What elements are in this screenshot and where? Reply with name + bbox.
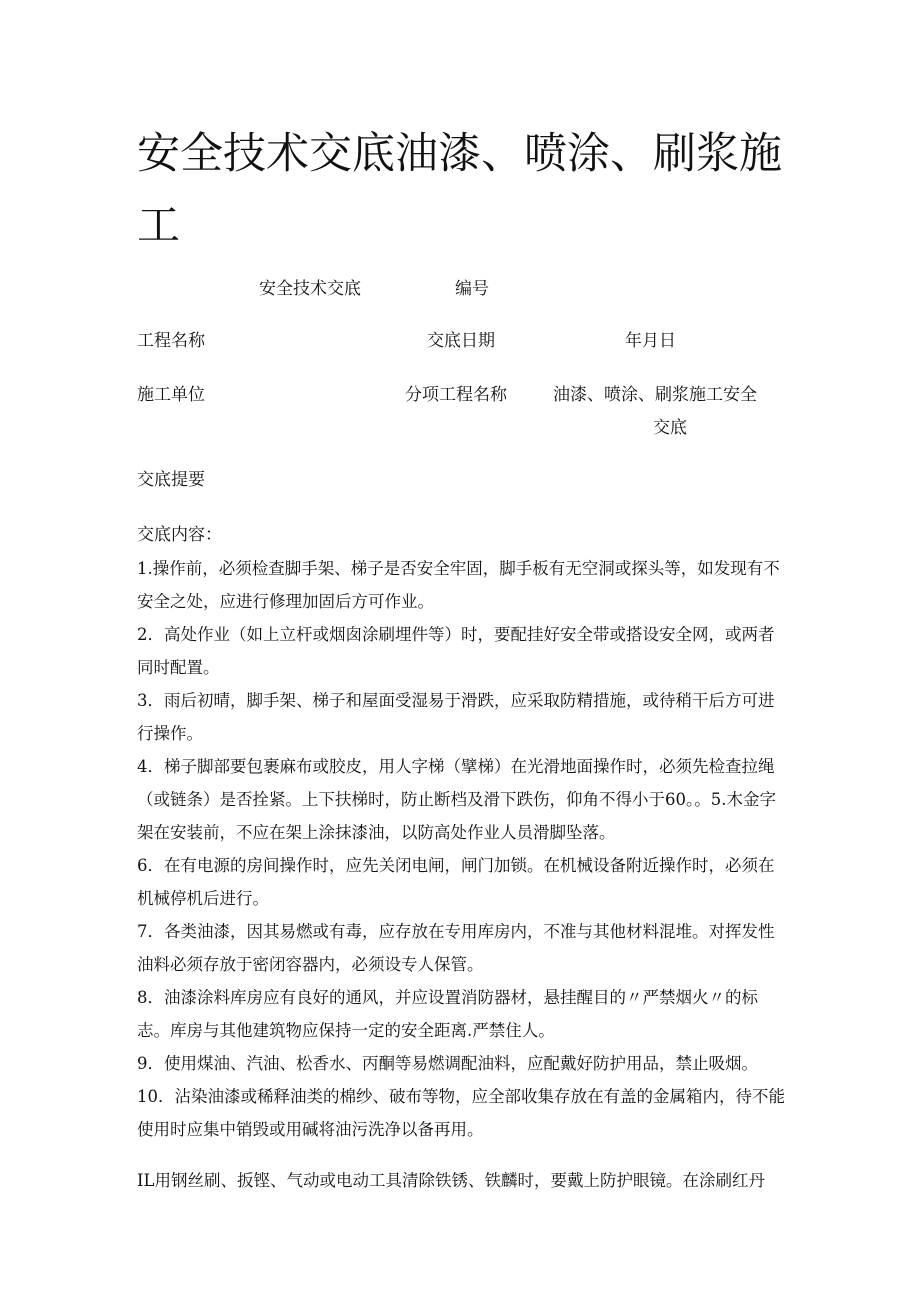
summary-label: 交底提要 (137, 470, 205, 490)
list-item: 8．油漆涂料库房应有良好的通风，并应设置消防器材，悬挂醒目的〃严禁烟火〃的标志。库房与其他建筑物应保持一定的安全距离.严禁住人。 (137, 988, 758, 1040)
list-item: 1.操作前，必须检查脚手架、梯子是否安全牢固，脚手板有无空洞或探头等，如发现有不安全之处，应进行修理加固后方可作业。 (137, 559, 780, 611)
list-item: 4．梯子脚部要包裹麻布或胶皮，用人字梯（擘梯）在光滑地面操作时，必须先检查拉绳（或链条）是否拴紧。上下扶梯时，防止断档及滑下跌伤，仰角不得小于60。。5.木金字架在安装前，不应在架上涂抹漆油，以防高处作业人员滑脚坠落。 (137, 757, 776, 842)
doc-type-label: 安全技术交底 (259, 279, 361, 299)
document-title: 安全技术交底油漆、喷涂、刷浆施工 (137, 129, 782, 251)
list-item: 6．在有电源的房间操作时，应先关闭电闸，闸门加锁。在机械设备附近操作时，必须在机械停机后进行。 (137, 856, 775, 908)
date-value: 年月日 (625, 331, 676, 351)
list-item: 3．雨后初晴，脚手架、梯子和屋面受湿易于滑跌，应采取防精措施，或待稍干后方可进行操作。 (137, 691, 775, 743)
list-item: 7．各类油漆，因其易燃或有毒，应存放在专用库房内，不准与其他材料混堆。对挥发性油料必须存放于密闭容器内，必须设专人保管。 (137, 922, 775, 974)
list-item: 9．使用煤油、汽油、松香水、丙酮等易燃调配油料，应配戴好防护用品，禁止吸烟。 (137, 1054, 758, 1073)
date-label: 交底日期 (427, 331, 495, 351)
list-item: 10．沾染油漆或稀释油类的棉纱、破布等物，应全部收集存放在有盖的金属箱内，待不能使用时应集中销毁或用碱将油污洗净以备再用。 (137, 1087, 785, 1139)
list-item-11-partial: IL用钢丝刷、扳铿、气动或电动工具清除铁锈、铁麟时，要戴上防护眼镜。在涂刷红丹 (137, 1171, 765, 1190)
sub-project-value: 油漆、喷涂、刷浆施工安全 (553, 385, 757, 405)
project-name-label: 工程名称 (137, 331, 205, 351)
number-label: 编号 (455, 279, 489, 299)
sub-project-value-cont: 交底 (653, 418, 687, 438)
list-item: 2．高处作业（如上立杆或烟囱涂刷埋件等）时，要配挂好安全带或搭设安全网，或两者同时配置。 (137, 625, 775, 677)
unit-label: 施工单位 (137, 385, 205, 405)
sub-project-label: 分项工程名称 (405, 385, 507, 405)
content-label: 交底内容： (137, 525, 222, 545)
content-list (137, 552, 787, 1146)
